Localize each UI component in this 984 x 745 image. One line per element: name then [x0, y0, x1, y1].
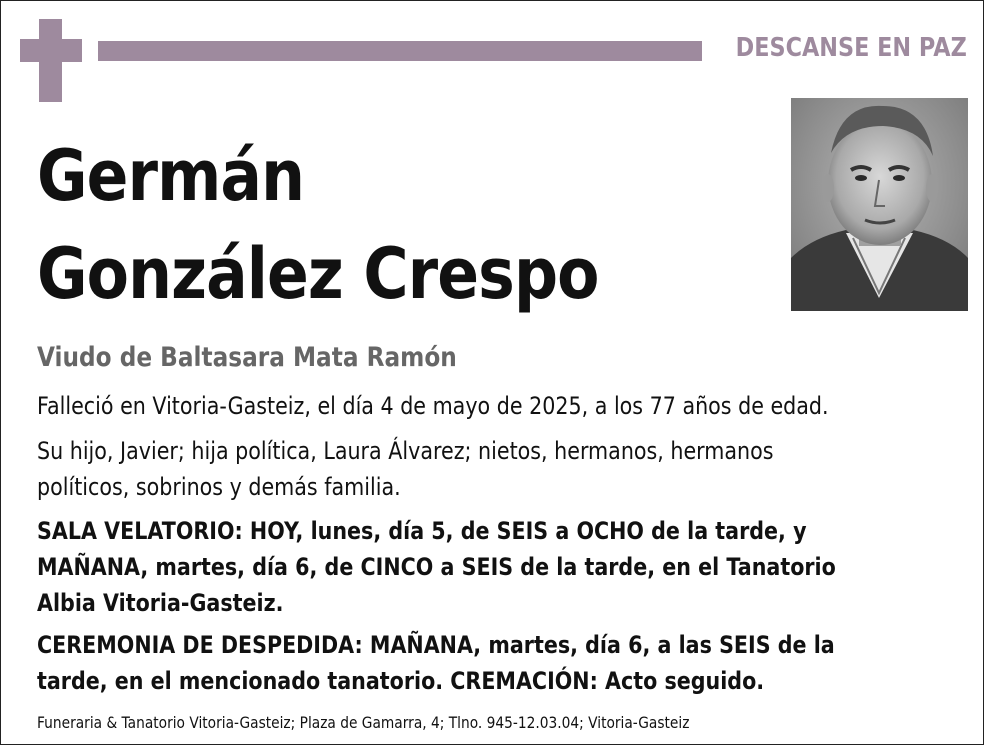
header-banner: DESCANSE EN PAZ — [735, 33, 967, 63]
wake-line: SALA VELATORIO: HOY, lunes, día 5, de SEIS a OCHO de la tarde, y — [37, 517, 807, 545]
header-rule — [98, 41, 702, 61]
ceremony-line: tarde, en el mencionado tanatorio. CREMACIÓN: Acto seguido. — [37, 667, 765, 695]
ceremony-paragraph — [37, 627, 835, 699]
wake-line: Albia Vitoria-Gasteiz. — [37, 589, 284, 617]
widower-line: Viudo de Baltasara Mata Ramón — [37, 342, 457, 373]
portrait-photo-icon — [791, 98, 968, 311]
family-paragraph — [37, 433, 774, 505]
cross-icon-horizontal — [20, 39, 82, 62]
wake-paragraph — [37, 513, 836, 621]
family-line: políticos, sobrinos y demás familia. — [37, 473, 401, 501]
death-notice: Falleció en Vitoria-Gasteiz, el día 4 de mayo de 2025, a los 77 años de edad. — [37, 392, 829, 420]
ceremony-line: CEREMONIA DE DESPEDIDA: MAÑANA, martes, día 6, a las SEIS de la — [37, 631, 835, 659]
portrait-photo — [791, 98, 968, 311]
wake-line: MAÑANA, martes, día 6, de CINCO a SEIS de la tarde, en el Tanatorio — [37, 553, 836, 581]
family-line: Su hijo, Javier; hija política, Laura Álvarez; nietos, hermanos, hermanos — [37, 437, 774, 465]
deceased-first-name: Germán — [37, 135, 305, 217]
deceased-surnames: González Crespo — [37, 233, 599, 315]
funeral-home-footer: Funeraria & Tanatorio Vitoria-Gasteiz; Plaza de Gamarra, 4; Tlno. 945-12.03.04; Vitoria-Gasteiz — [37, 713, 690, 732]
